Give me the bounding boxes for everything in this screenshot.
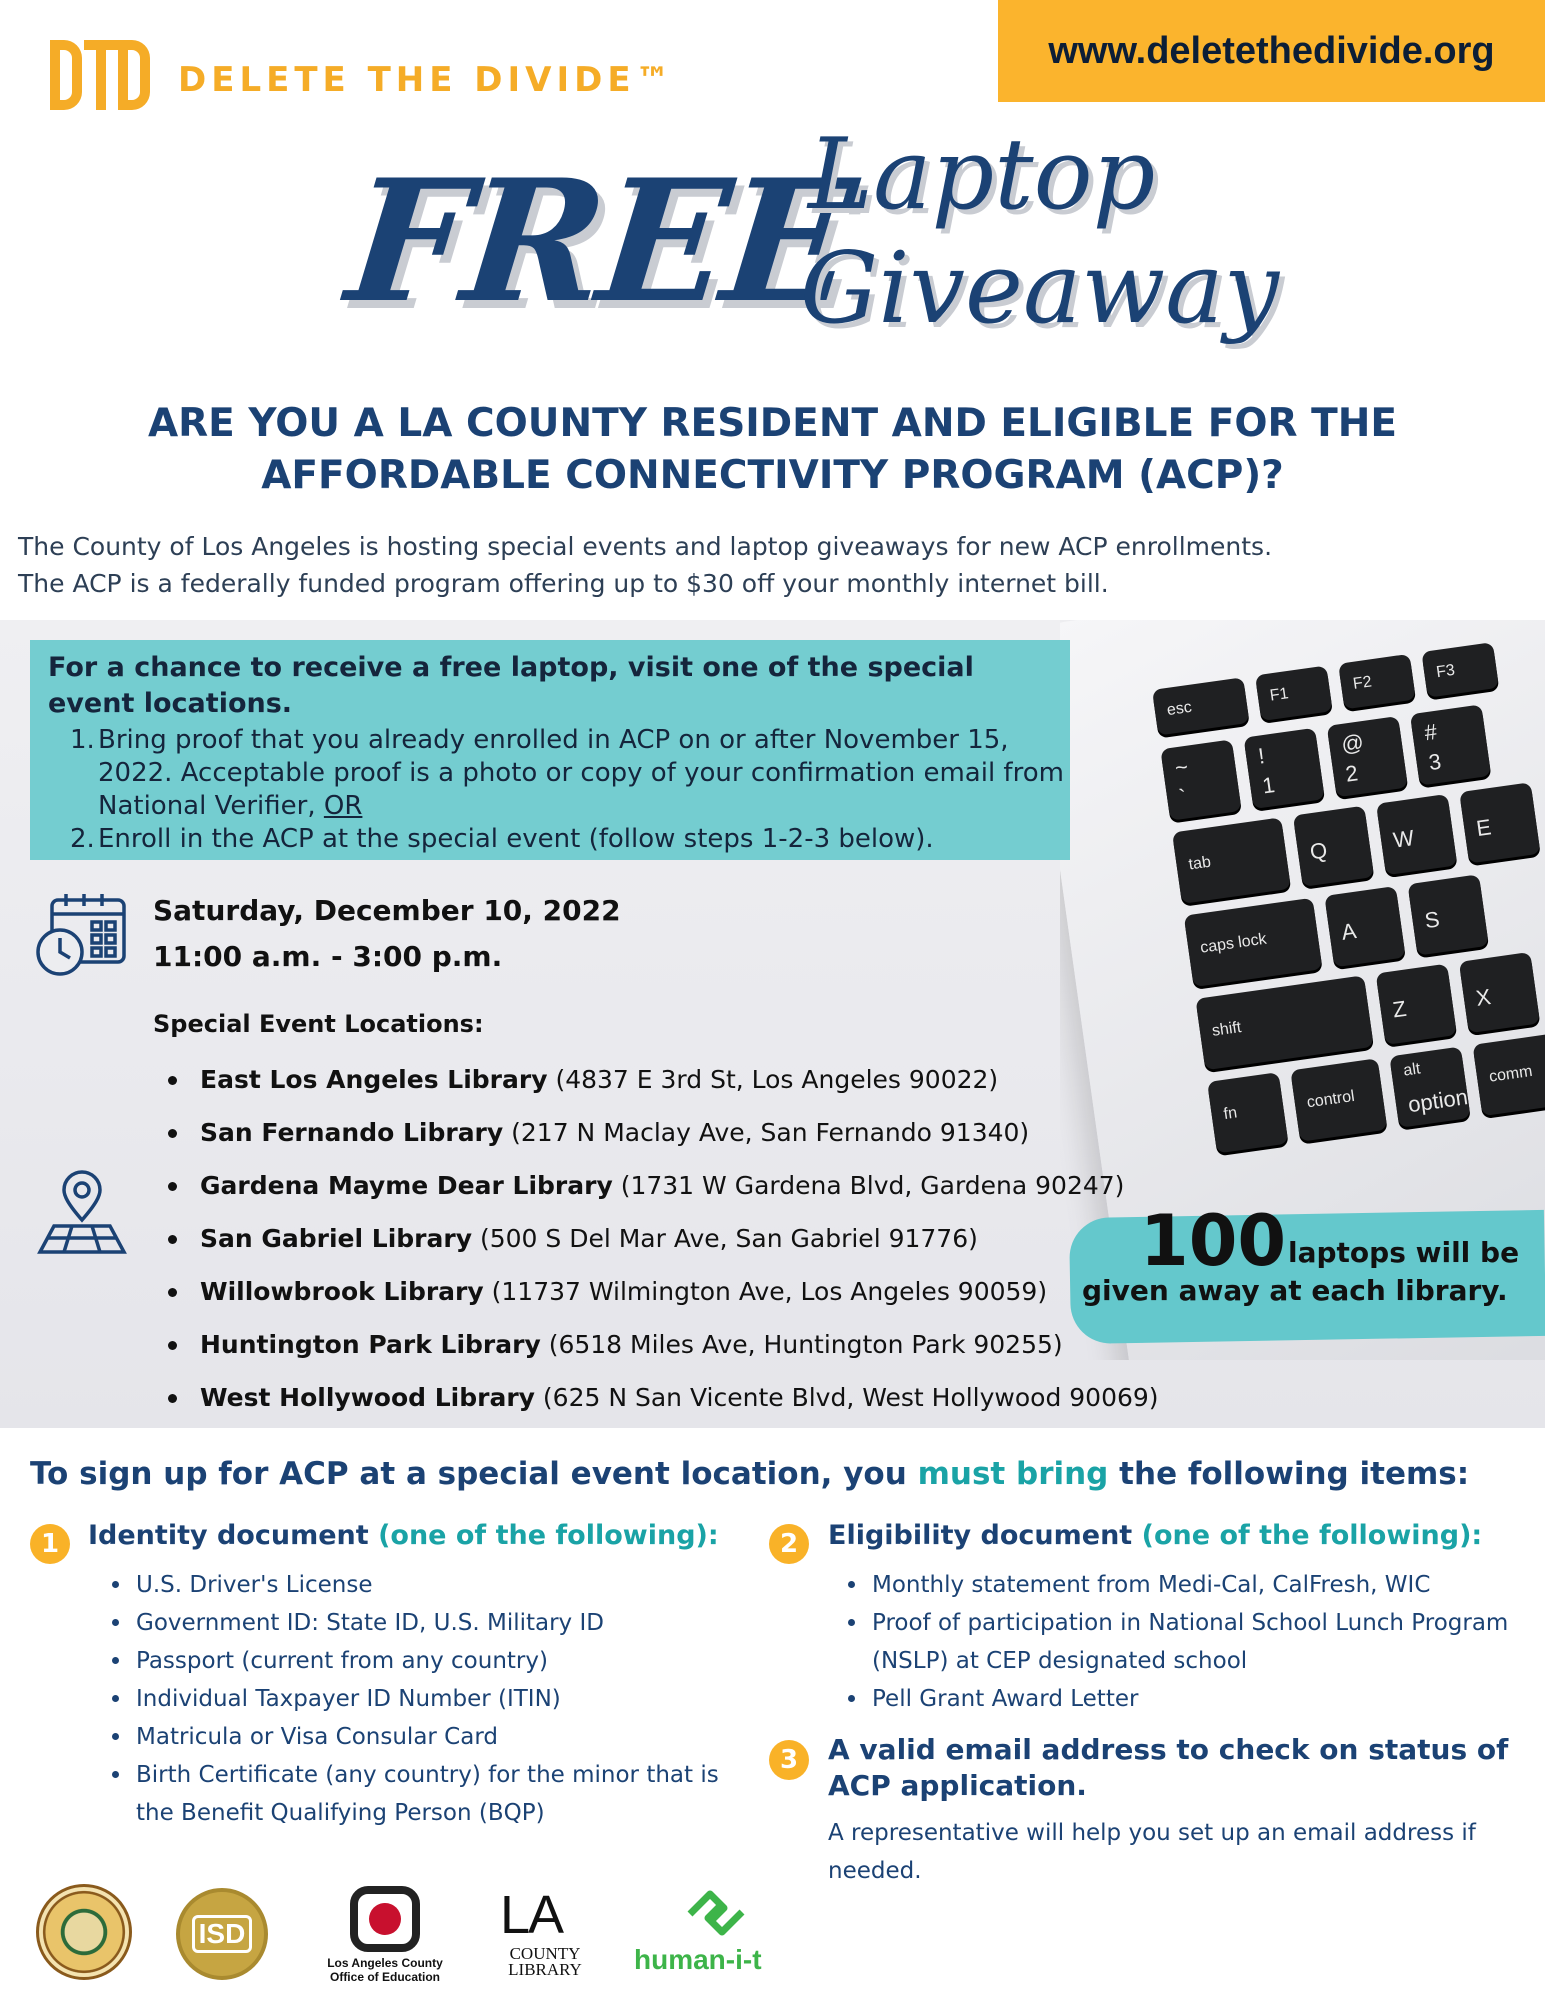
step-text: Enroll in the ACP at the special event (follow steps 1-2-3 below). (98, 824, 934, 854)
location-address: (500 S Del Mar Ave, San Gabriel 91776) (472, 1224, 978, 1253)
location-item (162, 1111, 1162, 1164)
keyboard-key (1327, 716, 1408, 797)
callout-step (70, 823, 1070, 856)
step-number: 2. (70, 824, 95, 854)
location-address: (4837 E 3rd St, Los Angeles 90022) (547, 1065, 999, 1094)
la-county-seal-logo (36, 1884, 132, 1980)
identity-title-text: Identity document (88, 1520, 379, 1551)
signup-emphasis: must bring (917, 1456, 1109, 1492)
location-address: (1731 W Gardena Blvd, Gardena 90247) (612, 1171, 1125, 1200)
key-label: shift (1210, 1018, 1243, 1040)
identity-list (104, 1566, 744, 1832)
keyboard-key (1389, 1047, 1470, 1128)
eligibility-list (840, 1566, 1520, 1718)
location-address: (625 N San Vicente Blvd, West Hollywood 90069) (534, 1383, 1159, 1412)
list-item: Monthly statement from Medi-Cal, CalFresh, WIC (840, 1566, 1520, 1604)
email-note: A representative will help you set up an email address if needed. (828, 1820, 1476, 1884)
locations-list (162, 1058, 1162, 1429)
event-date: Saturday, December 10, 2022 (153, 894, 621, 927)
keyboard-key (1376, 794, 1457, 875)
keyboard-key (1293, 806, 1374, 887)
keyboard-key (1473, 1030, 1545, 1117)
key-label: 3 (1427, 748, 1443, 776)
keyboard-key (1338, 654, 1416, 710)
callout-step (70, 724, 1070, 823)
key-label: ` (1177, 784, 1189, 811)
location-name: San Fernando Library (200, 1118, 504, 1147)
eligibility-title-text: Eligibility document (828, 1520, 1142, 1551)
eligibility-qualifier: (one of the following): (1141, 1520, 1483, 1551)
key-label: ! (1256, 743, 1267, 769)
keyboard-key (1408, 874, 1489, 955)
identity-title (88, 1520, 719, 1551)
location-name: San Gabriel Library (200, 1224, 473, 1253)
keyboard-key (1410, 704, 1491, 785)
la-county-library-logo: LA (500, 1885, 563, 1945)
keyboard-key (1459, 782, 1540, 863)
human-i-t-logo-icon (680, 1886, 752, 1940)
location-address: (6518 Miles Ave, Huntington Park 90255) (540, 1330, 1063, 1359)
key-label: A (1339, 918, 1358, 945)
key-label: control (1305, 1087, 1356, 1112)
key-label: ~ (1173, 753, 1190, 781)
isd-seal-logo (176, 1888, 268, 1980)
keyboard-key (1184, 898, 1323, 987)
key-label: F3 (1435, 661, 1457, 682)
la-county-library-text: COUNTY LIBRARY (508, 1944, 582, 1979)
lacoe-flame-icon (369, 1903, 401, 1935)
list-item: U.S. Driver's License (104, 1566, 744, 1604)
key-label: caps lock (1199, 930, 1268, 957)
laptop-count: 100 (1140, 1200, 1287, 1282)
human-i-t-logo-text: human-i-t (634, 1944, 762, 1975)
eligibility-title (828, 1520, 1482, 1551)
email-title: A valid email address to check on status of ACP application. (828, 1733, 1509, 1802)
keyboard-key (1255, 666, 1333, 722)
location-item (162, 1217, 1162, 1270)
location-item (162, 1270, 1162, 1323)
key-label: Q (1308, 837, 1329, 865)
isd-logo-text: ISD (192, 1915, 253, 1953)
callout-title: For a chance to receive a free laptop, visit one of the special event locations. (48, 652, 974, 719)
list-item: Proof of participation in National School Lunch Program (NSLP) at CEP designated school (840, 1604, 1520, 1680)
key-label: # (1422, 718, 1439, 746)
step-or: OR (323, 791, 363, 821)
keyboard-key (1160, 739, 1241, 820)
intro-line-1: The County of Los Angeles is hosting special events and laptop giveaways for new ACP enrollments. (18, 532, 1273, 561)
list-item: Passport (current from any country) (104, 1642, 744, 1680)
key-label: alt (1402, 1060, 1422, 1080)
step-3-badge: 3 (769, 1740, 809, 1780)
keyboard-key (1207, 1072, 1288, 1153)
key-label: comm (1488, 1062, 1534, 1086)
list-item: Individual Taxpayer ID Number (ITIN) (104, 1680, 744, 1718)
key-label: Z (1391, 995, 1408, 1023)
signup-heading (30, 1456, 1469, 1492)
location-name: Gardena Mayme Dear Library (200, 1171, 613, 1200)
lacoe-logo-text: Los Angeles County Office of Education (327, 1956, 443, 1984)
list-item: Birth Certificate (any country) for the minor that is the Benefit Qualifying Person (BQP) (104, 1756, 744, 1832)
headline-line-1: ARE YOU A LA COUNTY RESIDENT AND ELIGIBLE FOR THE (147, 401, 1398, 446)
key-label: E (1474, 814, 1493, 842)
locations-heading: Special Event Locations: (153, 1010, 484, 1038)
hero-free: FREE (339, 142, 860, 340)
key-label: esc (1165, 698, 1193, 720)
keyboard-key (1290, 1058, 1387, 1142)
keyboard-key (1172, 817, 1291, 904)
key-label: fn (1222, 1104, 1239, 1124)
key-label: 2 (1343, 760, 1360, 787)
location-address: (11737 Wilmington Ave, Los Angeles 90059) (483, 1277, 1048, 1306)
key-label: tab (1187, 853, 1212, 874)
keyboard-key (1195, 975, 1373, 1070)
location-name: Willowbrook Library (200, 1277, 484, 1306)
hero-laptop: Laptop (808, 118, 1156, 232)
location-item (162, 1164, 1162, 1217)
key-label: X (1474, 983, 1493, 1011)
banner-line-1: laptops will be (1288, 1236, 1520, 1269)
location-name: Huntington Park Library (200, 1330, 541, 1359)
location-name: East Los Angeles Library (200, 1065, 548, 1094)
callout-steps (70, 724, 1070, 856)
location-address: (217 N Maclay Ave, San Fernando 91340) (503, 1118, 1030, 1147)
keyboard-key (1376, 964, 1457, 1045)
keyboard-key (1244, 728, 1325, 809)
location-item (162, 1323, 1162, 1376)
website-link[interactable]: www.deletethedivide.org (1048, 29, 1495, 72)
identity-qualifier: (one of the following): (378, 1520, 719, 1551)
headline-line-2: AFFORDABLE CONNECTIVITY PROGRAM (ACP)? (261, 453, 1284, 498)
location-item (162, 1376, 1162, 1429)
intro-paragraph (18, 528, 1533, 602)
brand-name: DELETE THE DIVIDE™ (178, 60, 675, 100)
key-label: F1 (1268, 685, 1290, 705)
keyboard-key (1459, 952, 1540, 1033)
banner-line-2: given away at each library. (1082, 1274, 1508, 1307)
list-item: Matricula or Visa Consular Card (104, 1718, 744, 1756)
signup-text: the following items: (1108, 1456, 1470, 1492)
key-label: S (1423, 906, 1442, 934)
key-label: F2 (1352, 673, 1373, 693)
step-1-badge: 1 (30, 1524, 70, 1564)
location-item (162, 1058, 1162, 1111)
list-item: Pell Grant Award Letter (840, 1680, 1520, 1718)
step-number: 1. (70, 725, 95, 755)
signup-text: To sign up for ACP at a special event location, you (30, 1456, 918, 1492)
location-name: West Hollywood Library (200, 1383, 535, 1412)
step-text: Bring proof that you already enrolled in ACP on or after November 15, 2022. Acceptable proof is a photo or copy of your confirmation email from National Verifier, (98, 725, 1064, 821)
website-banner[interactable] (998, 0, 1545, 102)
event-time: 11:00 a.m. - 3:00 p.m. (153, 940, 503, 973)
list-item: Government ID: State ID, U.S. Military ID (104, 1604, 744, 1642)
lacoe-logo-icon (350, 1886, 420, 1952)
map-pin-icon (34, 1168, 130, 1258)
headline (0, 398, 1545, 502)
hero-giveaway: Giveaway (800, 232, 1280, 346)
keyboard-key (1421, 642, 1499, 698)
key-label: W (1391, 825, 1416, 853)
dtd-logo-icon (46, 34, 154, 116)
intro-line-2: The ACP is a federally funded program offering up to $30 off your monthly internet bill. (18, 569, 1109, 598)
key-label: option (1406, 1084, 1470, 1118)
keyboard-key (1324, 886, 1405, 967)
key-label: @ (1339, 729, 1366, 758)
step-2-badge: 2 (769, 1524, 809, 1564)
key-label: 1 (1260, 771, 1277, 799)
calendar-clock-icon (34, 890, 130, 980)
